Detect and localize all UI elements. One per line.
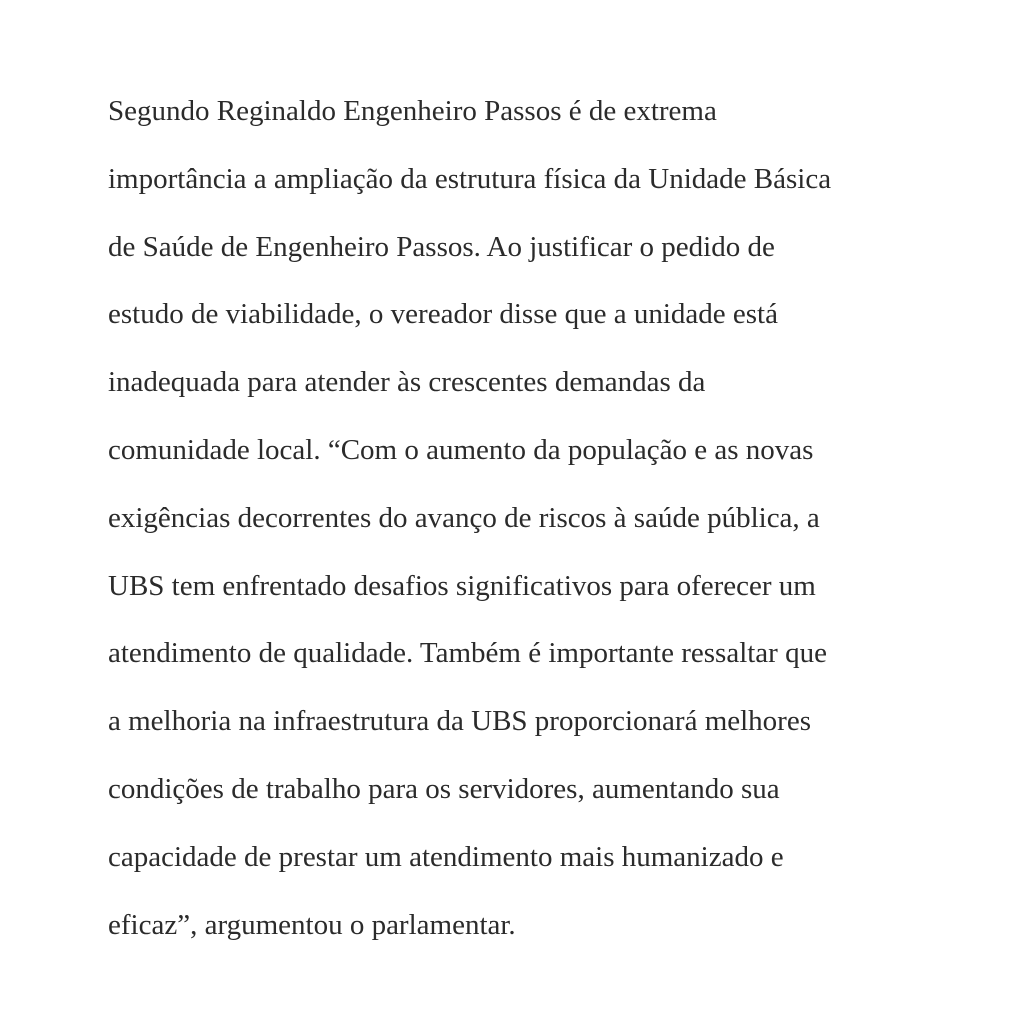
text-line: importância a ampliação da estrutura física da Unidade Básica <box>108 162 832 195</box>
text-line: de Saúde de Engenheiro Passos. Ao justificar o pedido de <box>108 230 775 263</box>
body-paragraph <box>108 86 988 967</box>
text-line: a melhoria na infraestrutura da UBS proporcionará melhores <box>108 705 811 738</box>
text-line: inadequada para atender às crescentes demandas da <box>108 366 706 399</box>
text-line: eficaz”, argumentou o parlamentar. <box>108 908 516 941</box>
text-line: exigências decorrentes do avanço de riscos à saúde pública, a <box>108 501 820 534</box>
text-line: atendimento de qualidade. Também é importante ressaltar que <box>108 637 827 670</box>
text-line: UBS tem enfrentado desafios significativos para oferecer um <box>108 569 816 602</box>
text-line: comunidade local. “Com o aumento da população e as novas <box>108 433 814 466</box>
text-line: capacidade de prestar um atendimento mais humanizado e <box>108 840 784 873</box>
text-line: Segundo Reginaldo Engenheiro Passos é de extrema <box>108 95 717 127</box>
text-line: estudo de viabilidade, o vereador disse que a unidade está <box>108 298 778 331</box>
text-line: condições de trabalho para os servidores, aumentando sua <box>108 772 780 805</box>
